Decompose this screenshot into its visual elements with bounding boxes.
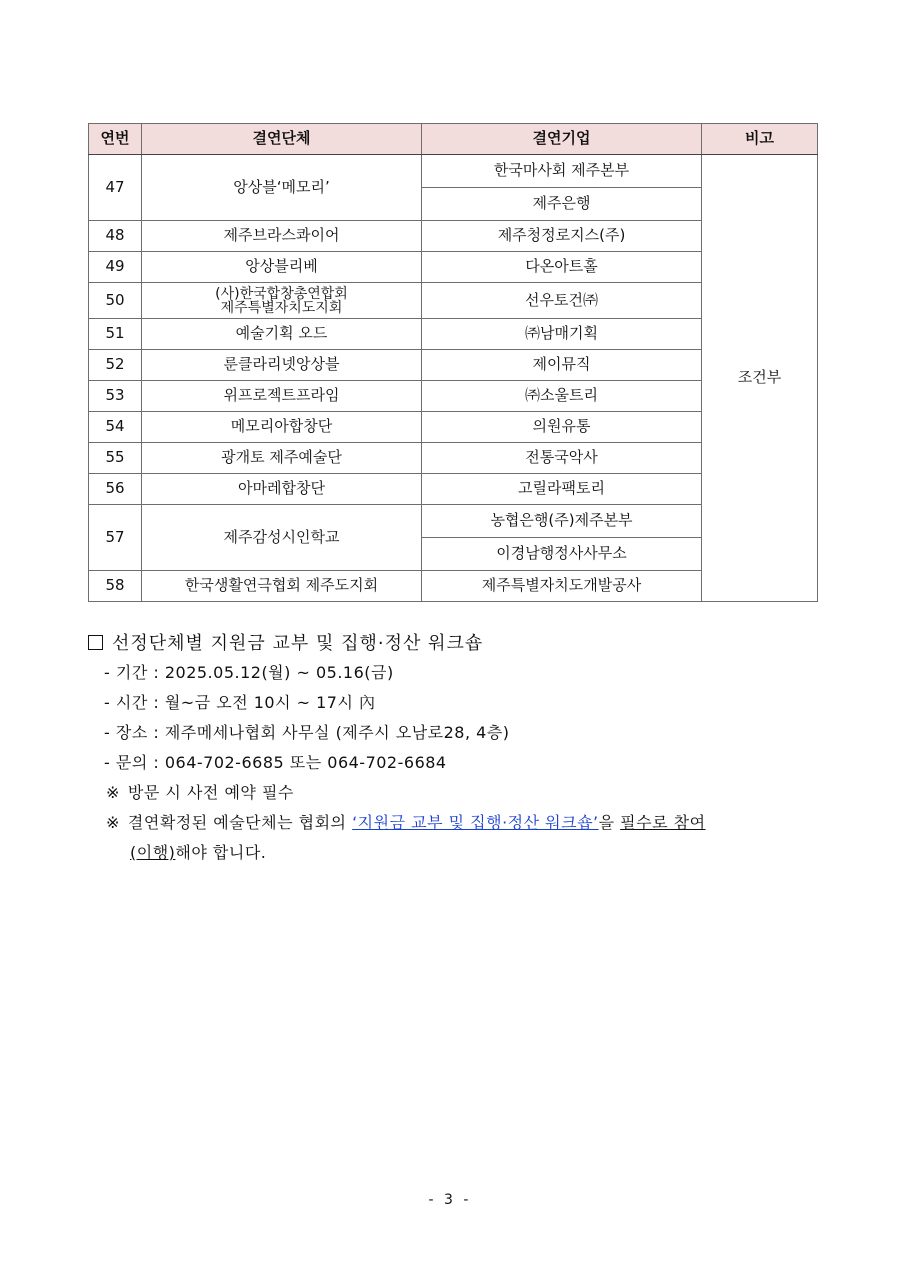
cell-group: 한국생활연극협회 제주도지회 (142, 571, 422, 602)
cell-company: 선우토건㈜ (422, 283, 702, 319)
cell-group: 룬클라리넷앙상블 (142, 350, 422, 381)
note-text: 해야 합니다. (175, 843, 267, 862)
cell-company: 제주특별자치도개발공사 (422, 571, 702, 602)
cell-no: 52 (89, 350, 142, 381)
partnership-table (88, 123, 818, 602)
header-no: 연번 (89, 124, 142, 155)
note-continuation (106, 838, 828, 868)
cell-group-line: 제주특별자치도지회 (220, 299, 343, 316)
cell-company: ㈜남매기획 (422, 319, 702, 350)
cell-group: 아마레합창단 (142, 474, 422, 505)
cell-group (142, 283, 422, 319)
reference-mark-icon: ※ (106, 783, 120, 802)
cell-no: 55 (89, 443, 142, 474)
cell-company: 의원유통 (422, 412, 702, 443)
table-row (89, 155, 818, 188)
workshop-link[interactable]: ‘지원금 교부 및 집행·정산 워크숍’ (352, 813, 599, 832)
cell-company: ㈜소울트리 (422, 381, 702, 412)
cell-no: 50 (89, 283, 142, 319)
cell-company: 전통국악사 (422, 443, 702, 474)
cell-group: 메모리아합창단 (142, 412, 422, 443)
workshop-section (88, 630, 828, 868)
cell-group: 광개토 제주예술단 (142, 443, 422, 474)
workshop-time: - 시간 : 월~금 오전 10시 ~ 17시 內 (104, 693, 376, 712)
note-reservation (88, 778, 828, 808)
page-number: - 3 - (428, 1192, 472, 1208)
cell-group-line: (사)한국합창총연합회 (215, 285, 348, 302)
cell-group: 제주감성시인학교 (142, 505, 422, 571)
cell-company: 제주은행 (422, 188, 702, 221)
cell-no: 51 (89, 319, 142, 350)
workshop-contact: - 문의 : 064-702-6685 또는 064-702-6684 (104, 753, 447, 772)
note-text: 방문 시 사전 예약 필수 (127, 783, 294, 802)
workshop-place: - 장소 : 제주메세나협회 사무실 (제주시 오남로28, 4층) (104, 723, 510, 742)
cell-no: 54 (89, 412, 142, 443)
header-company: 결연기업 (422, 124, 702, 155)
section-heading (88, 630, 828, 658)
workshop-period: - 기간 : 2025.05.12(월) ~ 05.16(금) (104, 663, 394, 682)
checkbox-square-icon (88, 635, 103, 650)
section-heading-text: 선정단체별 지원금 교부 및 집행·정산 워크숍 (112, 633, 484, 654)
cell-no: 49 (89, 252, 142, 283)
note-text: 을 (598, 813, 621, 832)
cell-no: 58 (89, 571, 142, 602)
cell-company: 제주청정로지스(주) (422, 221, 702, 252)
cell-no: 56 (89, 474, 142, 505)
cell-company: 이경남행정사사무소 (422, 538, 702, 571)
cell-group: 예술기획 오드 (142, 319, 422, 350)
header-group: 결연단체 (142, 124, 422, 155)
cell-no: 53 (89, 381, 142, 412)
note-mandatory (88, 808, 828, 868)
cell-company: 고릴라팩토리 (422, 474, 702, 505)
note-emphasis: 필수로 참여 (620, 813, 706, 832)
table-header-row (89, 124, 818, 155)
cell-group: 위프로젝트프라임 (142, 381, 422, 412)
header-note: 비고 (702, 124, 818, 155)
cell-note: 조건부 (702, 155, 818, 602)
cell-no: 47 (89, 155, 142, 221)
note-emphasis: (이행) (130, 843, 176, 862)
reference-mark-icon: ※ (106, 813, 120, 832)
cell-no: 57 (89, 505, 142, 571)
cell-group: 앙상블리베 (142, 252, 422, 283)
cell-company: 제이뮤직 (422, 350, 702, 381)
cell-company: 농협은행(주)제주본부 (422, 505, 702, 538)
cell-company: 한국마사회 제주본부 (422, 155, 702, 188)
cell-group: 제주브라스콰이어 (142, 221, 422, 252)
cell-group: 앙상블‘메모리’ (142, 155, 422, 221)
cell-no: 48 (89, 221, 142, 252)
note-text: 결연확정된 예술단체는 협회의 (127, 813, 353, 832)
cell-company: 다온아트홀 (422, 252, 702, 283)
